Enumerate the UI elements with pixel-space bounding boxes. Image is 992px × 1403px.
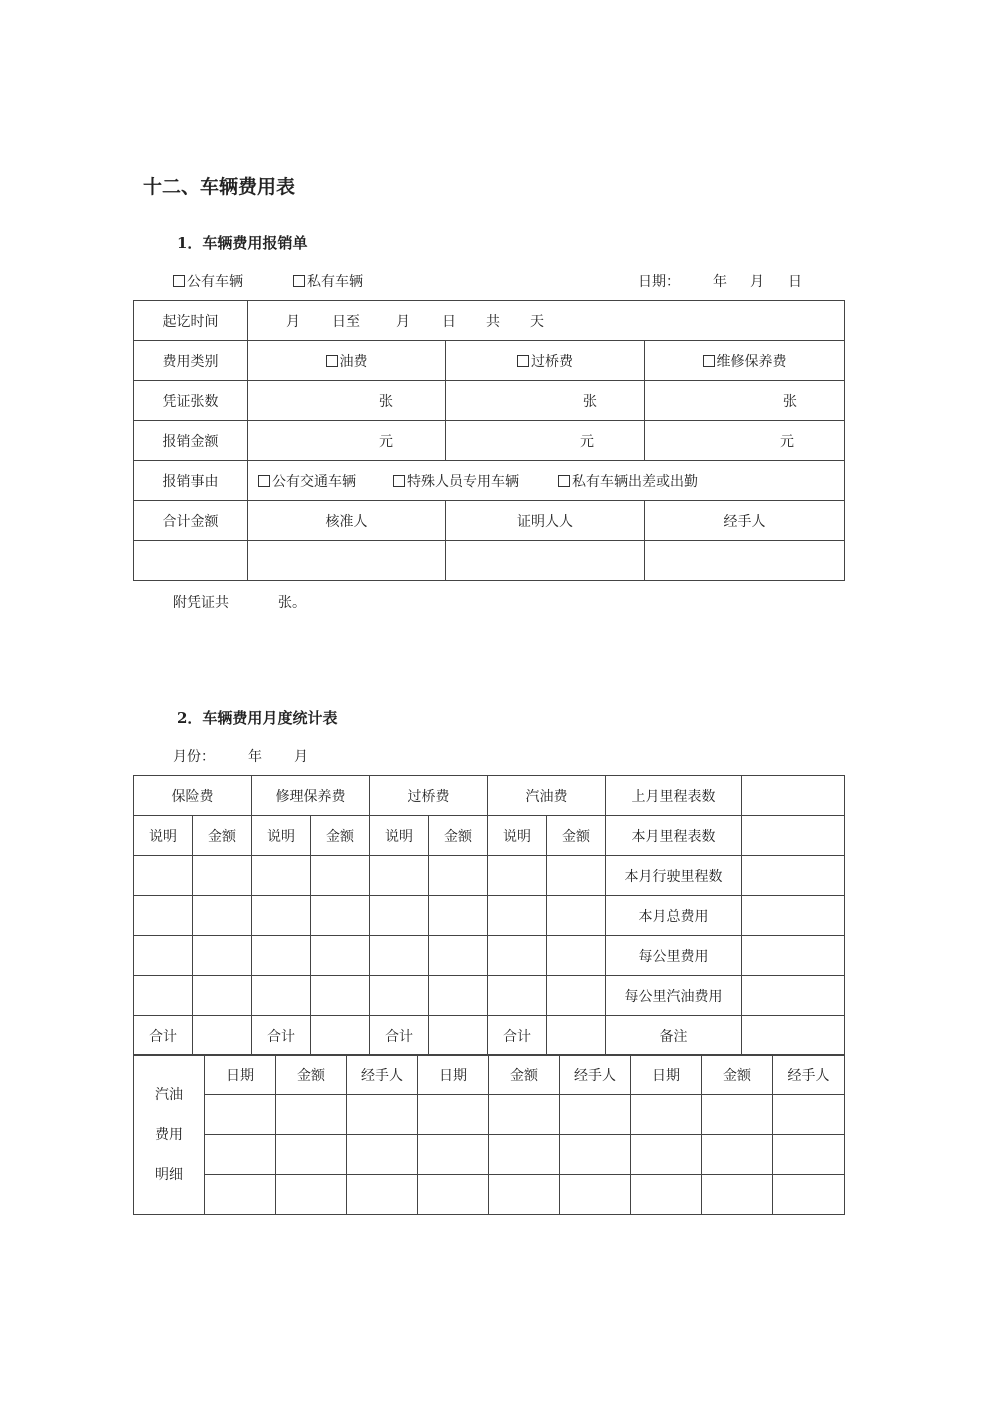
table-row bbox=[134, 1095, 845, 1135]
total-label: 合计 bbox=[134, 1016, 193, 1056]
value-cell[interactable] bbox=[742, 816, 845, 856]
sub-amount: 金额 bbox=[193, 816, 252, 856]
label-monthly-mileage: 本月行驶里程数 bbox=[606, 856, 742, 896]
fuel-col-handler: 经手人 bbox=[347, 1055, 418, 1095]
fuel-label-line: 费用 bbox=[155, 1126, 183, 1143]
data-cell[interactable] bbox=[702, 1175, 773, 1215]
reason-private-option[interactable] bbox=[558, 471, 698, 491]
table-row bbox=[134, 301, 845, 341]
vouchers-field[interactable]: 张 bbox=[248, 381, 446, 421]
category-toll[interactable] bbox=[446, 341, 645, 381]
table-row bbox=[134, 341, 845, 381]
reason-private-label: 私有车辆出差或出勤 bbox=[572, 473, 698, 490]
period-month2: 月 bbox=[396, 313, 410, 330]
header-toll: 过桥费 bbox=[370, 776, 488, 816]
data-cell[interactable] bbox=[488, 976, 547, 1016]
data-cell[interactable] bbox=[702, 1095, 773, 1135]
data-cell[interactable] bbox=[560, 1135, 631, 1175]
date-label: 日期： bbox=[638, 274, 680, 290]
fuel-col-handler: 经手人 bbox=[773, 1055, 845, 1095]
period-total: 共 bbox=[486, 313, 500, 330]
fuel-label-line: 汽油 bbox=[155, 1086, 183, 1103]
checkbox-icon[interactable] bbox=[393, 475, 405, 487]
total-cell[interactable] bbox=[193, 1016, 252, 1056]
label-current-odometer: 本月里程表数 bbox=[606, 816, 742, 856]
data-cell[interactable] bbox=[429, 936, 488, 976]
category-maintenance[interactable] bbox=[645, 341, 845, 381]
table-row bbox=[134, 1055, 845, 1095]
data-cell[interactable] bbox=[429, 896, 488, 936]
table-row bbox=[134, 541, 845, 581]
data-cell[interactable] bbox=[370, 936, 429, 976]
total-cell[interactable] bbox=[429, 1016, 488, 1056]
amount-field[interactable]: 元 bbox=[446, 421, 645, 461]
data-cell[interactable] bbox=[631, 1175, 702, 1215]
data-cell[interactable] bbox=[252, 896, 311, 936]
value-cell[interactable] bbox=[742, 856, 845, 896]
witness-field[interactable] bbox=[446, 541, 645, 581]
period-day-to: 日至 bbox=[332, 313, 360, 330]
checkbox-icon[interactable] bbox=[173, 275, 185, 287]
form1-title: 1．车辆费用报销单 bbox=[177, 234, 308, 252]
data-cell[interactable] bbox=[370, 976, 429, 1016]
data-cell[interactable] bbox=[347, 1175, 418, 1215]
amount-label: 报销金额 bbox=[134, 421, 248, 461]
reason-options bbox=[248, 461, 845, 501]
data-cell[interactable] bbox=[276, 1175, 347, 1215]
reason-public-label: 公有交通车辆 bbox=[272, 473, 356, 490]
data-cell[interactable] bbox=[134, 856, 193, 896]
data-cell[interactable] bbox=[489, 1175, 560, 1215]
data-cell[interactable] bbox=[418, 1095, 489, 1135]
attachment-suffix: 张。 bbox=[278, 595, 306, 611]
private-vehicle-option[interactable] bbox=[293, 271, 363, 291]
sub-desc: 说明 bbox=[488, 816, 547, 856]
total-amount-field[interactable] bbox=[134, 541, 248, 581]
category-fuel-label: 油费 bbox=[339, 353, 368, 370]
reason-special-label: 特殊人员专用车辆 bbox=[407, 473, 519, 490]
table-row bbox=[134, 381, 845, 421]
month-label: 月份： bbox=[173, 749, 215, 765]
data-cell[interactable] bbox=[418, 1175, 489, 1215]
data-cell[interactable] bbox=[547, 896, 606, 936]
total-label: 合计 bbox=[370, 1016, 429, 1056]
table-row bbox=[134, 976, 845, 1016]
table-row bbox=[134, 1135, 845, 1175]
data-cell[interactable] bbox=[631, 1095, 702, 1135]
value-cell[interactable] bbox=[742, 976, 845, 1016]
data-cell[interactable] bbox=[347, 1095, 418, 1135]
data-cell[interactable] bbox=[252, 936, 311, 976]
monthly-stats-table bbox=[133, 775, 845, 1056]
total-label: 合计金额 bbox=[134, 501, 248, 541]
table-row bbox=[134, 1175, 845, 1215]
data-cell[interactable] bbox=[547, 976, 606, 1016]
label-monthly-total: 本月总费用 bbox=[606, 896, 742, 936]
data-cell[interactable] bbox=[702, 1135, 773, 1175]
checkbox-icon[interactable] bbox=[558, 475, 570, 487]
label-fuel-cost-per-km: 每公里汽油费用 bbox=[606, 976, 742, 1016]
data-cell[interactable] bbox=[429, 856, 488, 896]
period-field[interactable] bbox=[248, 301, 845, 341]
fuel-detail-label bbox=[134, 1055, 205, 1215]
value-cell[interactable] bbox=[742, 936, 845, 976]
table-row bbox=[134, 816, 845, 856]
data-cell[interactable] bbox=[773, 1135, 845, 1175]
fuel-col-date: 日期 bbox=[205, 1055, 276, 1095]
approver-label: 核准人 bbox=[248, 501, 446, 541]
table-row bbox=[134, 856, 845, 896]
data-cell[interactable] bbox=[560, 1095, 631, 1135]
period-month1: 月 bbox=[286, 313, 300, 330]
data-cell[interactable] bbox=[134, 936, 193, 976]
data-cell[interactable] bbox=[205, 1175, 276, 1215]
reason-label: 报销事由 bbox=[134, 461, 248, 501]
label-last-odometer: 上月里程表数 bbox=[606, 776, 742, 816]
period-days: 天 bbox=[530, 313, 544, 330]
data-cell[interactable] bbox=[193, 936, 252, 976]
data-cell[interactable] bbox=[311, 936, 370, 976]
reason-public-option[interactable] bbox=[258, 471, 393, 491]
total-label: 合计 bbox=[488, 1016, 547, 1056]
table-row bbox=[134, 461, 845, 501]
public-vehicle-option[interactable] bbox=[173, 271, 243, 291]
data-cell[interactable] bbox=[205, 1095, 276, 1135]
handler-field[interactable] bbox=[645, 541, 845, 581]
data-cell[interactable] bbox=[429, 976, 488, 1016]
fuel-col-amount: 金额 bbox=[489, 1055, 560, 1095]
table-row bbox=[134, 1016, 845, 1056]
reimbursement-table bbox=[133, 300, 845, 581]
sub-amount: 金额 bbox=[311, 816, 370, 856]
period-day2: 日 bbox=[442, 313, 456, 330]
amount-field[interactable]: 元 bbox=[645, 421, 845, 461]
category-maintenance-label: 维修保养费 bbox=[716, 353, 787, 370]
sub-desc: 说明 bbox=[370, 816, 429, 856]
table-row bbox=[134, 501, 845, 541]
sub-desc: 说明 bbox=[252, 816, 311, 856]
data-cell[interactable] bbox=[547, 856, 606, 896]
date-day: 日 bbox=[788, 274, 802, 290]
value-cell[interactable] bbox=[742, 896, 845, 936]
data-cell[interactable] bbox=[311, 976, 370, 1016]
table-row bbox=[134, 896, 845, 936]
reason-special-option[interactable] bbox=[393, 471, 558, 491]
data-cell[interactable] bbox=[193, 896, 252, 936]
approver-field[interactable] bbox=[248, 541, 446, 581]
data-cell[interactable] bbox=[134, 976, 193, 1016]
fuel-label-line: 明细 bbox=[155, 1166, 183, 1183]
header-fuel: 汽油费 bbox=[488, 776, 606, 816]
data-cell[interactable] bbox=[134, 896, 193, 936]
vouchers-label: 凭证张数 bbox=[134, 381, 248, 421]
data-cell[interactable] bbox=[560, 1175, 631, 1215]
data-cell[interactable] bbox=[252, 856, 311, 896]
data-cell[interactable] bbox=[205, 1135, 276, 1175]
handler-label: 经手人 bbox=[645, 501, 845, 541]
data-cell[interactable] bbox=[370, 896, 429, 936]
remark-label: 备注 bbox=[606, 1016, 742, 1056]
fuel-col-amount: 金额 bbox=[702, 1055, 773, 1095]
vouchers-field[interactable]: 张 bbox=[645, 381, 845, 421]
total-cell[interactable] bbox=[311, 1016, 370, 1056]
category-toll-label: 过桥费 bbox=[531, 353, 573, 370]
data-cell[interactable] bbox=[311, 856, 370, 896]
data-cell[interactable] bbox=[370, 856, 429, 896]
data-cell[interactable] bbox=[418, 1135, 489, 1175]
data-cell[interactable] bbox=[488, 856, 547, 896]
data-cell[interactable] bbox=[631, 1135, 702, 1175]
value-cell[interactable] bbox=[742, 776, 845, 816]
date-month: 月 bbox=[750, 274, 764, 290]
data-cell[interactable] bbox=[193, 856, 252, 896]
checkbox-icon[interactable] bbox=[517, 355, 529, 367]
data-cell[interactable] bbox=[193, 976, 252, 1016]
data-cell[interactable] bbox=[488, 896, 547, 936]
data-cell[interactable] bbox=[773, 1175, 845, 1215]
data-cell[interactable] bbox=[489, 1095, 560, 1135]
section-title: 十二、车辆费用表 bbox=[143, 176, 296, 198]
period-label: 起讫时间 bbox=[134, 301, 248, 341]
data-cell[interactable] bbox=[276, 1135, 347, 1175]
form2-title: 2．车辆费用月度统计表 bbox=[177, 709, 338, 727]
data-cell[interactable] bbox=[252, 976, 311, 1016]
sub-desc: 说明 bbox=[134, 816, 193, 856]
fuel-col-handler: 经手人 bbox=[560, 1055, 631, 1095]
checkbox-icon[interactable] bbox=[703, 355, 715, 367]
remark-cell[interactable] bbox=[742, 1016, 845, 1056]
table-row bbox=[134, 776, 845, 816]
amount-field[interactable]: 元 bbox=[248, 421, 446, 461]
private-vehicle-label: 私有车辆 bbox=[307, 274, 363, 290]
checkbox-icon[interactable] bbox=[293, 275, 305, 287]
data-cell[interactable] bbox=[276, 1095, 347, 1135]
month-year: 年 bbox=[248, 749, 262, 765]
attachment-prefix: 附凭证共 bbox=[173, 595, 229, 611]
witness-label: 证明人人 bbox=[446, 501, 645, 541]
category-fuel[interactable] bbox=[248, 341, 446, 381]
fuel-col-date: 日期 bbox=[418, 1055, 489, 1095]
data-cell[interactable] bbox=[347, 1135, 418, 1175]
fuel-col-amount: 金额 bbox=[276, 1055, 347, 1095]
data-cell[interactable] bbox=[547, 936, 606, 976]
checkbox-icon[interactable] bbox=[326, 355, 338, 367]
category-label: 费用类别 bbox=[134, 341, 248, 381]
data-cell[interactable] bbox=[311, 896, 370, 936]
total-cell[interactable] bbox=[547, 1016, 606, 1056]
data-cell[interactable] bbox=[488, 936, 547, 976]
header-insurance: 保险费 bbox=[134, 776, 252, 816]
vouchers-field[interactable]: 张 bbox=[446, 381, 645, 421]
date-year: 年 bbox=[713, 274, 727, 290]
label-cost-per-km: 每公里费用 bbox=[606, 936, 742, 976]
total-label: 合计 bbox=[252, 1016, 311, 1056]
sub-amount: 金额 bbox=[429, 816, 488, 856]
table-row bbox=[134, 936, 845, 976]
data-cell[interactable] bbox=[489, 1135, 560, 1175]
data-cell[interactable] bbox=[773, 1095, 845, 1135]
sub-amount: 金额 bbox=[547, 816, 606, 856]
fuel-detail-table bbox=[133, 1054, 845, 1215]
checkbox-icon[interactable] bbox=[258, 475, 270, 487]
month-month: 月 bbox=[294, 749, 308, 765]
public-vehicle-label: 公有车辆 bbox=[187, 274, 243, 290]
fuel-col-date: 日期 bbox=[631, 1055, 702, 1095]
table-row bbox=[134, 421, 845, 461]
header-maintenance: 修理保养费 bbox=[252, 776, 370, 816]
